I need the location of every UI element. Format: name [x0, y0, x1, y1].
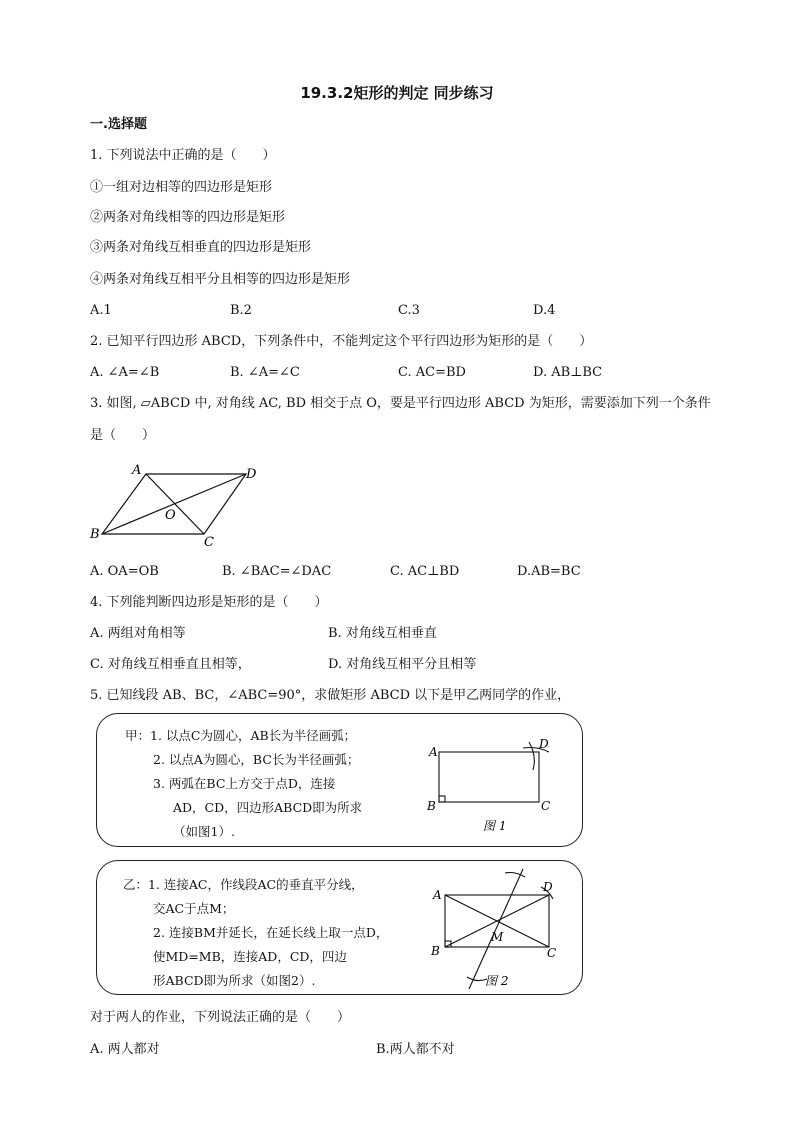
fig1-label-c: C — [541, 799, 551, 813]
q5-followup: 对于两人的作业，下列说法正确的是（ ） — [90, 1010, 351, 1025]
q4-option-c[interactable]: C. 对角线互相垂直且相等， — [90, 657, 251, 672]
vertex-label-c: C — [204, 535, 214, 550]
q3-option-d[interactable]: D.AB=BC — [517, 564, 581, 579]
yi-step-2: 2. 连接BM并延长，在延长线上取一点D， — [153, 925, 389, 940]
q2-stem: 2. 已知平行四边形 ABCD，下列条件中，不能判定这个平行四边形为矩形的是（ ） — [90, 334, 593, 349]
page-title: 19.3.2矩形的判定 同步练习 — [300, 84, 494, 102]
q2-option-c[interactable]: C. AC=BD — [398, 365, 466, 380]
fig2-caption: 图 2 — [485, 974, 509, 988]
q2-option-a[interactable]: A. ∠A=∠B — [90, 365, 160, 380]
fig2-label-c: C — [547, 946, 557, 960]
jia-step-1: 甲：1. 以点C为圆心，AB长为半径画弧； — [125, 728, 357, 743]
jia-step-3: 3. 两弧在BC上方交于点D，连接 — [153, 776, 336, 791]
q4-stem: 4. 下列能判断四边形是矩形的是（ ） — [90, 595, 328, 610]
q1-statement: ③两条对角线互相垂直的四边形是矩形 — [90, 240, 312, 255]
q5-stem: 5. 已知线段 AB、BC，∠ABC=90°，求做矩形 ABCD 以下是甲乙两同学的作业， — [90, 688, 571, 703]
vertex-label-a: A — [132, 463, 142, 478]
section-heading: 一.选择题 — [90, 117, 147, 132]
yi-step-2-end: 形ABCD即为所求（如图2）. — [153, 973, 316, 988]
q1-option-d[interactable]: D.4 — [533, 303, 556, 318]
q3-stem-continued: 是（ ） — [90, 428, 156, 443]
yi-step-1-continued: 交AC于点M； — [153, 901, 235, 916]
yi-step-2-continued: 使MD=MB，连接AD，CD，四边 — [153, 949, 347, 964]
q2-option-d[interactable]: D. AB⊥BC — [533, 365, 603, 380]
fig2-label-a: A — [433, 888, 442, 902]
jia-step-3-continued: AD，CD，四边形ABCD即为所求 — [173, 800, 363, 815]
q2-option-b[interactable]: B. ∠A=∠C — [230, 365, 300, 380]
yi-solution-box — [96, 860, 583, 995]
jia-step-3-end: （如图1）. — [173, 824, 235, 839]
q1-statement: ①一组对边相等的四边形是矩形 — [90, 180, 273, 195]
q3-option-a[interactable]: A. OA=OB — [90, 564, 159, 579]
fig1-label-b: B — [427, 799, 436, 813]
q1-statement: ④两条对角线互相平分且相等的四边形是矩形 — [90, 272, 351, 287]
q1-option-a[interactable]: A.1 — [90, 303, 112, 318]
q3-stem: 3. 如图, ▱ABCD 中, 对角线 AC, BD 相交于点 O，要是平行四边形 ABCD 为矩形，需要添加下列一个条件 — [90, 396, 711, 411]
fig1-label-d: D — [539, 737, 549, 751]
fig2-label-b: B — [431, 944, 440, 958]
q1-stem: 1. 下列说法中正确的是（ ） — [90, 148, 276, 163]
fig1-caption: 图 1 — [483, 819, 507, 833]
center-label-o: O — [165, 508, 176, 523]
figure-2 — [423, 865, 575, 992]
fig2-label-m: M — [491, 930, 504, 944]
q1-option-c[interactable]: C.3 — [398, 303, 420, 318]
vertex-label-d: D — [246, 467, 257, 482]
q4-option-a[interactable]: A. 两组对角相等 — [90, 626, 186, 641]
jia-solution-box — [96, 713, 583, 847]
fig1-label-a: A — [429, 745, 438, 759]
q5-option-a[interactable]: A. 两人都对 — [90, 1042, 160, 1057]
q3-option-b[interactable]: B. ∠BAC=∠DAC — [222, 564, 332, 579]
vertex-label-b: B — [90, 527, 100, 542]
q1-option-b[interactable]: B.2 — [230, 303, 252, 318]
figure-1 — [425, 730, 575, 842]
parallelogram-figure — [86, 458, 266, 550]
q5-option-b[interactable]: B.两人都不对 — [376, 1042, 455, 1057]
q3-option-c[interactable]: C. AC⊥BD — [390, 564, 460, 579]
yi-step-1: 乙：1. 连接AC，作线段AC的垂直平分线， — [123, 877, 364, 892]
q1-statement: ②两条对角线相等的四边形是矩形 — [90, 210, 286, 225]
q4-option-d[interactable]: D. 对角线互相平分且相等 — [328, 657, 477, 672]
jia-step-2: 2. 以点A为圆心，BC长为半径画弧； — [153, 752, 360, 767]
q4-option-b[interactable]: B. 对角线互相垂直 — [328, 626, 437, 641]
fig2-label-d: D — [543, 880, 553, 894]
